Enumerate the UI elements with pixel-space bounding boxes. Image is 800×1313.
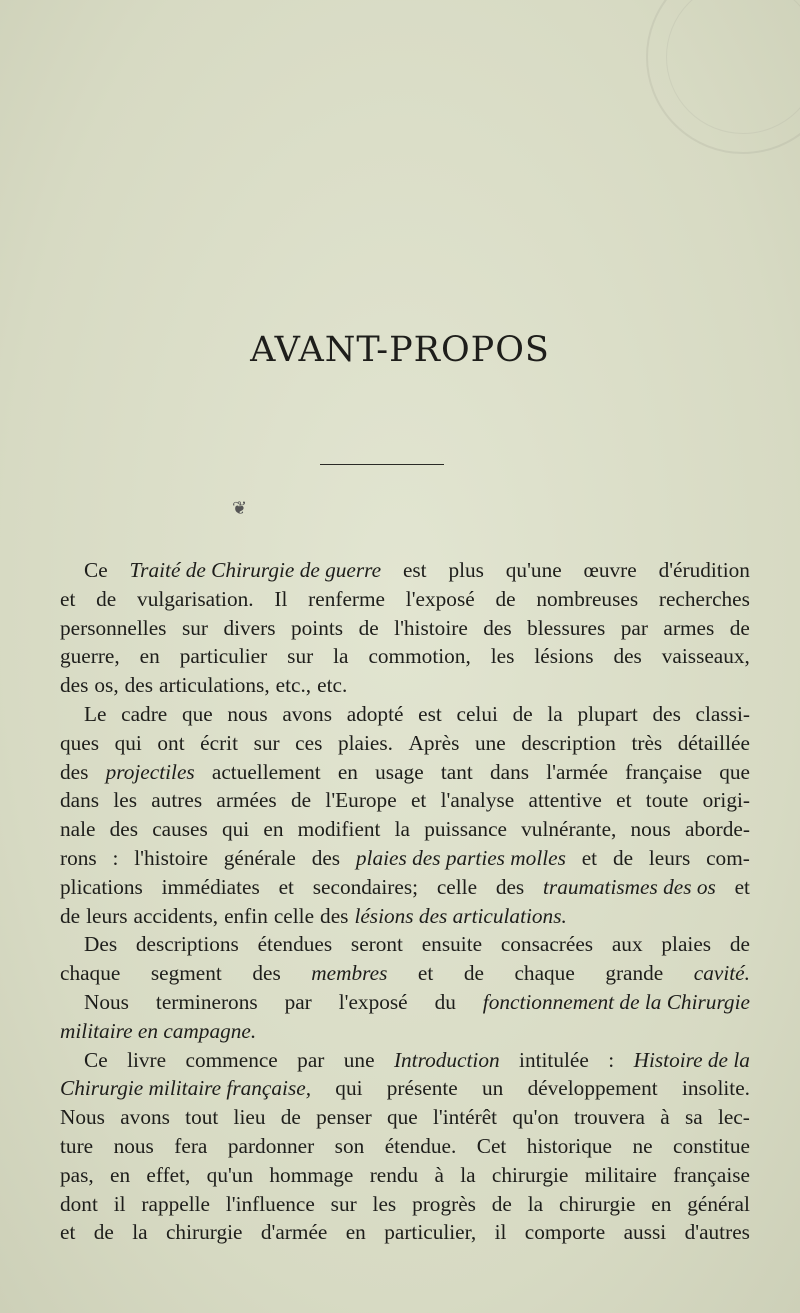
word: la — [460, 1162, 476, 1187]
word: des — [311, 845, 341, 870]
word: trouvera — [574, 1105, 645, 1130]
word: leurs — [648, 845, 691, 870]
word: consacrées — [500, 932, 594, 957]
text-line — [60, 873, 750, 902]
word: plications — [60, 874, 143, 899]
word: plus — [448, 558, 484, 582]
word: classi- — [695, 701, 750, 726]
word: intitulée — [519, 1047, 589, 1072]
word: de — [495, 586, 516, 611]
word: des — [495, 874, 525, 899]
text-line — [60, 1017, 750, 1046]
word: française — [625, 759, 703, 784]
word: de — [729, 932, 750, 957]
word: de — [358, 615, 379, 640]
word: particulier, — [384, 1220, 477, 1245]
word: de — [60, 903, 81, 928]
word: avons — [282, 701, 332, 726]
text-line — [60, 758, 750, 787]
word: plupart — [577, 701, 638, 726]
text-line — [60, 786, 750, 815]
word: étendue. — [384, 1133, 457, 1158]
text-line — [60, 988, 750, 1017]
word: celle — [273, 903, 315, 928]
word: une — [343, 1047, 375, 1072]
word: générale — [223, 845, 296, 870]
word: vaisseaux, — [661, 644, 750, 669]
word: chirurgie — [165, 1220, 243, 1245]
word: leurs — [86, 903, 128, 928]
word: qu'un — [206, 1162, 254, 1187]
word: la — [132, 1220, 148, 1245]
word: dans — [489, 759, 530, 784]
word: sur — [181, 615, 208, 640]
word: plaies des parties molles — [355, 845, 566, 870]
word: Chirurgie militaire française, — [60, 1076, 312, 1101]
word: descriptions — [135, 932, 239, 957]
word: par — [297, 1047, 325, 1072]
word: ne — [632, 1133, 653, 1158]
word: usage — [375, 759, 424, 784]
word: de — [96, 586, 117, 611]
word: une — [474, 730, 506, 755]
word: l'exposé — [338, 989, 408, 1014]
word: lec- — [717, 1105, 750, 1130]
word: aussi — [623, 1220, 667, 1245]
word: les — [372, 1191, 397, 1216]
word: la — [547, 701, 563, 726]
word: secondaires; — [312, 874, 419, 899]
word: celle — [436, 874, 478, 899]
word: plaies — [661, 932, 712, 957]
word: écrit — [200, 730, 239, 755]
word: historique — [526, 1133, 612, 1158]
word: rons — [60, 845, 97, 870]
word: et — [581, 845, 598, 870]
word: cadre — [121, 701, 168, 726]
word: française — [673, 1162, 750, 1187]
word: œuvre — [583, 558, 637, 582]
word: aborde- — [684, 817, 750, 842]
word: et — [616, 788, 632, 813]
word: les — [490, 644, 515, 669]
word: la — [394, 817, 411, 842]
word: les — [113, 788, 137, 813]
word: projectiles — [105, 759, 195, 784]
word: progrès — [412, 1191, 476, 1216]
word: Ce — [84, 558, 108, 582]
word: hommage — [269, 1162, 354, 1187]
word: des — [613, 644, 642, 669]
word: vulgarisation. — [137, 586, 254, 611]
word: des — [652, 701, 681, 726]
word: détaillée — [677, 730, 750, 755]
word: des — [483, 615, 512, 640]
word: Cet — [476, 1133, 507, 1158]
word: Nous — [84, 989, 129, 1014]
word: armes — [663, 615, 715, 640]
word: et — [417, 961, 434, 986]
word: développement — [527, 1076, 658, 1101]
word: dans — [60, 788, 100, 813]
word: particulier — [179, 644, 268, 669]
text-line — [60, 1103, 750, 1132]
text-line — [60, 585, 750, 614]
text-line — [60, 815, 750, 844]
word: recherches — [658, 586, 750, 611]
word: des — [60, 759, 89, 784]
word: que — [386, 1105, 418, 1130]
word: de — [291, 788, 312, 813]
word: qui — [114, 730, 142, 755]
word: et — [410, 788, 427, 813]
word: en — [139, 644, 160, 669]
text-line — [60, 1132, 750, 1161]
text-line — [60, 1190, 750, 1219]
word: nombreuses — [536, 586, 639, 611]
word: chirurgie — [491, 1162, 569, 1187]
word: l'Europe — [325, 788, 397, 813]
text-line — [60, 930, 750, 959]
word: personnelles — [60, 615, 167, 640]
word: en — [345, 1220, 366, 1245]
word: étendues — [257, 932, 333, 957]
word: à — [660, 1105, 670, 1130]
word: est — [418, 701, 442, 726]
word: et — [60, 586, 76, 611]
word: dont — [60, 1191, 98, 1216]
word: terminerons — [155, 989, 258, 1014]
word: qui — [335, 1076, 363, 1101]
word: de — [612, 845, 634, 870]
word: du — [434, 989, 456, 1014]
word: tout — [185, 1105, 219, 1130]
word: plaies. — [337, 730, 393, 755]
word: et — [278, 874, 294, 899]
text-line — [60, 1046, 750, 1075]
word: Des — [84, 932, 118, 957]
word: blessures — [527, 615, 606, 640]
word: points — [291, 615, 344, 640]
word: nous — [113, 1133, 154, 1158]
library-stamp — [646, 0, 800, 154]
word: tant — [440, 759, 473, 784]
ornament-mark: ❦ — [232, 498, 248, 519]
word: penser — [316, 1105, 372, 1130]
word: pardonner — [227, 1133, 315, 1158]
word: il — [494, 1220, 507, 1245]
word: effet, — [146, 1162, 191, 1187]
word: général — [687, 1191, 750, 1216]
word: que — [719, 759, 750, 784]
text-line — [60, 614, 750, 643]
text-line — [60, 902, 750, 931]
word: son — [334, 1133, 365, 1158]
word: ces — [295, 730, 323, 755]
word: en — [263, 817, 284, 842]
word: Le — [84, 701, 107, 726]
word: en — [651, 1191, 672, 1216]
word: militaire — [584, 1162, 657, 1187]
word: de — [512, 701, 533, 726]
word: des — [252, 961, 281, 986]
word: attentive — [528, 788, 602, 813]
word: par — [620, 615, 648, 640]
word: etc., — [275, 673, 312, 698]
word: comporte — [524, 1220, 606, 1245]
word: par — [284, 989, 312, 1014]
word: celui — [456, 701, 498, 726]
word: de — [93, 1220, 114, 1245]
title-rule — [320, 464, 444, 465]
body-text — [60, 556, 750, 1247]
word: aux — [611, 932, 643, 957]
word: enfin — [224, 903, 268, 928]
text-line — [60, 700, 750, 729]
word: de — [729, 615, 750, 640]
text-line — [60, 729, 750, 758]
word: sur — [253, 730, 280, 755]
word: pas, — [60, 1162, 94, 1187]
word: armées — [216, 788, 277, 813]
word: os, — [94, 673, 119, 698]
word: Il — [274, 586, 288, 611]
word: l'histoire — [134, 845, 208, 870]
word: en — [110, 1162, 131, 1187]
word: chirurgie — [558, 1191, 636, 1216]
word: seront — [350, 932, 403, 957]
word: il — [113, 1191, 126, 1216]
word: ont — [157, 730, 185, 755]
word: des — [60, 673, 89, 698]
word: : — [608, 1047, 615, 1072]
word: nale — [60, 817, 96, 842]
word: avons — [120, 1105, 170, 1130]
word: ques — [60, 730, 100, 755]
text-line — [60, 556, 750, 585]
word: d'armée — [260, 1220, 328, 1245]
word: qui — [221, 817, 250, 842]
word: actuellement — [211, 759, 321, 784]
page-title: AVANT-PROPOS — [250, 330, 550, 370]
word: ture — [60, 1133, 94, 1158]
word: militaire en campagne. — [60, 1018, 257, 1043]
word: la — [333, 644, 349, 669]
text-line — [60, 959, 750, 988]
word: commotion, — [368, 644, 471, 669]
word: com- — [706, 845, 750, 870]
word: renferme — [308, 586, 386, 611]
word: vulnérante, — [521, 817, 617, 842]
word: que — [181, 701, 213, 726]
word: un — [482, 1076, 504, 1101]
text-line — [60, 671, 750, 700]
word: Introduction — [393, 1047, 500, 1072]
word: ensuite — [421, 932, 483, 957]
word: accidents, — [133, 903, 219, 928]
word: articulations, — [159, 673, 270, 698]
word: guerre, — [60, 644, 120, 669]
word: qu'une — [505, 558, 562, 582]
word: puissance — [424, 817, 507, 842]
word: qu'on — [512, 1105, 559, 1130]
word: sur — [287, 644, 314, 669]
word: des — [109, 817, 139, 842]
word: livre — [127, 1047, 167, 1072]
word: sur — [330, 1191, 357, 1216]
word: des — [320, 903, 349, 928]
word: Nous — [60, 1105, 105, 1130]
word: segment — [150, 961, 222, 986]
word: fonctionnement de la Chirurgie — [482, 989, 750, 1014]
word: causes — [152, 817, 208, 842]
word: est — [402, 558, 427, 582]
word: l'influence — [225, 1191, 315, 1216]
word: lésions des articulations. — [354, 903, 567, 928]
text-line — [60, 844, 750, 873]
word: adopté — [346, 701, 404, 726]
word: description — [521, 730, 616, 755]
word: des — [124, 673, 154, 698]
word: de — [280, 1105, 301, 1130]
word: l'exposé — [405, 586, 475, 611]
text-line — [60, 1218, 750, 1247]
word: autres — [151, 788, 203, 813]
word: toute — [645, 788, 689, 813]
word: modifient — [297, 817, 381, 842]
word: la — [527, 1191, 544, 1216]
word: : — [112, 845, 119, 870]
word: chaque — [60, 961, 121, 986]
word: sa — [684, 1105, 703, 1130]
word: commence — [185, 1047, 278, 1072]
word: Traité de Chirurgie de guerre — [129, 558, 382, 582]
word: l'analyse — [440, 788, 515, 813]
text-line — [60, 1074, 750, 1103]
word: origi- — [702, 788, 750, 813]
word: chaque — [514, 961, 575, 986]
word: immédiates — [161, 874, 260, 899]
word: d'érudition — [658, 558, 750, 582]
word: membres — [311, 961, 388, 986]
word: et — [60, 1220, 76, 1245]
word: très — [631, 730, 663, 755]
word: d'autres — [684, 1220, 750, 1245]
word: l'histoire — [394, 615, 468, 640]
word: divers — [223, 615, 276, 640]
word: cavité. — [693, 961, 750, 986]
word: nous — [227, 701, 268, 726]
word: en — [337, 759, 358, 784]
text-line — [60, 642, 750, 671]
word: de — [463, 961, 484, 986]
word: grande — [605, 961, 664, 986]
text-line — [60, 1161, 750, 1190]
word: fera — [174, 1133, 208, 1158]
word: Après — [408, 730, 460, 755]
word: Histoire de la — [633, 1047, 750, 1072]
word: constitue — [673, 1133, 750, 1158]
word: traumatismes des os — [543, 874, 716, 899]
word: l'armée — [546, 759, 608, 784]
word: rappelle — [141, 1191, 210, 1216]
word: etc. — [317, 673, 348, 698]
word: présente — [386, 1076, 458, 1101]
word: nous — [630, 817, 671, 842]
word: l'intérêt — [432, 1105, 498, 1130]
word: lieu — [233, 1105, 266, 1130]
word: à — [434, 1162, 444, 1187]
word: Ce — [84, 1047, 108, 1072]
word: lésions — [534, 644, 594, 669]
word: de — [491, 1191, 512, 1216]
word: et — [734, 874, 750, 899]
word: insolite. — [681, 1076, 750, 1101]
word: rendu — [369, 1162, 419, 1187]
